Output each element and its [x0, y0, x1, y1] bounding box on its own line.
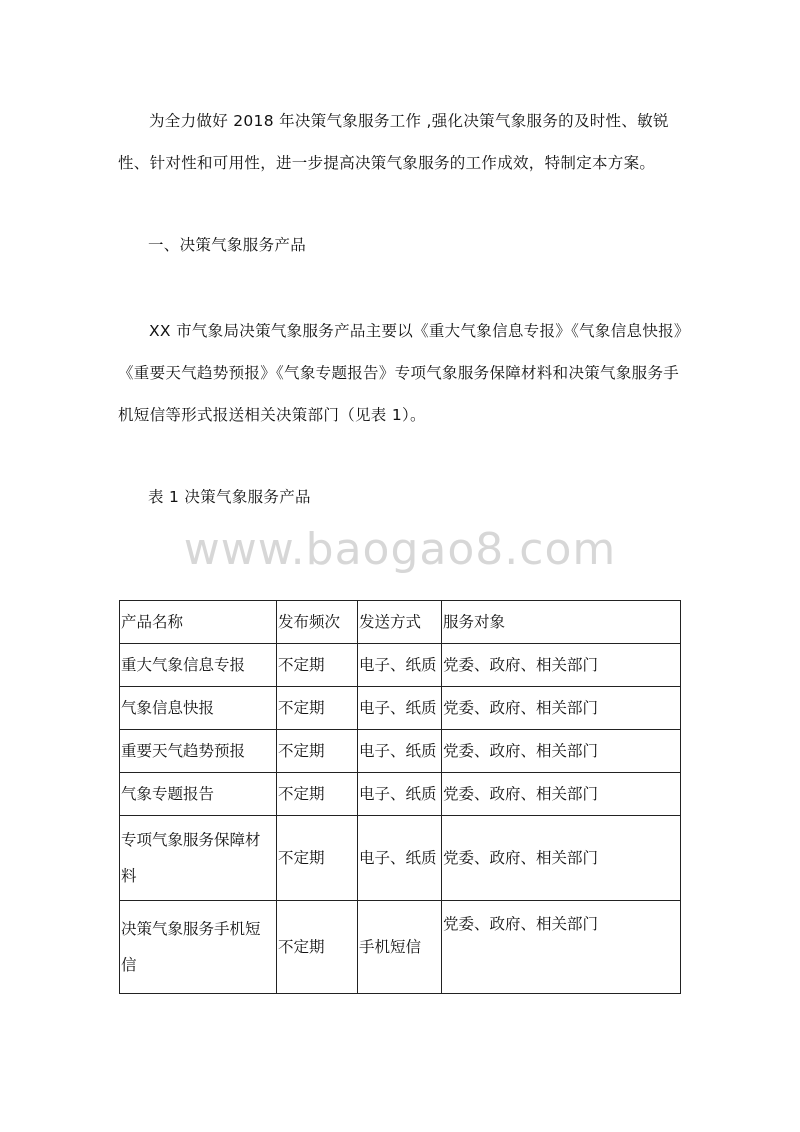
table-cell: 电子、纸质: [358, 644, 442, 687]
table-cell: 手机短信: [358, 901, 442, 994]
header-cell: 产品名称: [120, 601, 277, 644]
table-cell: 电子、纸质: [358, 687, 442, 730]
products-table: [119, 600, 681, 994]
table-cell: 气象专题报告: [120, 773, 277, 816]
table-cell: 不定期: [277, 773, 358, 816]
table-row: [120, 816, 681, 901]
table-cell: 党委、政府、相关部门: [442, 816, 681, 901]
table-cell: 党委、政府、相关部门: [442, 644, 681, 687]
table-cell: 不定期: [277, 687, 358, 730]
table-cell: 党委、政府、相关部门: [442, 773, 681, 816]
table-cell: 不定期: [277, 901, 358, 994]
table-cell: 电子、纸质: [358, 730, 442, 773]
table-cell: 不定期: [277, 816, 358, 901]
table-cell: 党委、政府、相关部门: [442, 901, 681, 994]
table-row: [120, 644, 681, 687]
table-row: [120, 730, 681, 773]
table-row: [120, 901, 681, 994]
table-cell: 专项气象服务保障材料: [120, 816, 277, 901]
table-cell: 决策气象服务手机短信: [120, 901, 277, 994]
section-heading: 一、决策气象服务产品: [148, 236, 307, 254]
watermark: www.baogao8.com: [183, 524, 617, 575]
header-cell: 服务对象: [442, 601, 681, 644]
table-cell: 重大气象信息专报: [120, 644, 277, 687]
table-cell: 党委、政府、相关部门: [442, 687, 681, 730]
header-cell: 发布频次: [277, 601, 358, 644]
table-cell: 电子、纸质: [358, 773, 442, 816]
intro-paragraph: 为全力做好 2018 年决策气象服务工作 ,强化决策气象服务的及时性、敏锐性、针对性和可用性，进一步提高决策气象服务的工作成效，特制定本方案。: [118, 112, 669, 172]
table-caption: 表 1 决策气象服务产品: [148, 488, 311, 506]
table-cell: 重要天气趋势预报: [120, 730, 277, 773]
table-row: [120, 687, 681, 730]
section-body-paragraph: XX 市气象局决策气象服务产品主要以《重大气象信息专报》《气象信息快报》《重要天气趋势预报》《气象专题报告》专项气象服务保障材料和决策气象服务手机短信等形式报送相关决策部门（见表 1）。: [118, 322, 682, 424]
table-row: [120, 773, 681, 816]
table-cell: 党委、政府、相关部门: [442, 730, 681, 773]
header-cell: 发送方式: [358, 601, 442, 644]
table-cell: 气象信息快报: [120, 687, 277, 730]
table-cell: 不定期: [277, 644, 358, 687]
table-cell: 不定期: [277, 730, 358, 773]
table-cell: 电子、纸质: [358, 816, 442, 901]
table-header-row: [120, 601, 681, 644]
